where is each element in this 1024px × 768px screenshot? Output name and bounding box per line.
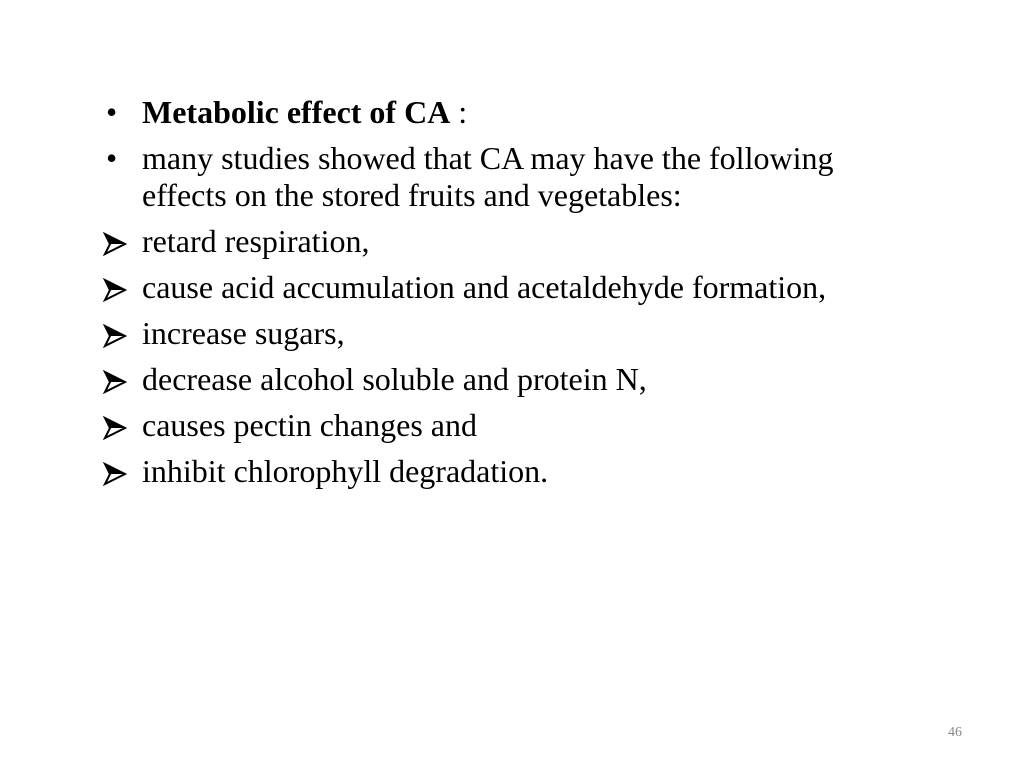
heading-suffix: : [450,94,468,130]
effect-item [102,269,902,306]
intro-text: many studies showed that CA may have the following effects on the stored fruits and vegetables: [142,140,834,213]
effect-text: inhibit chlorophyll degradation. [142,453,549,489]
arrowhead-bullet-icon [102,453,142,486]
effect-item [102,223,902,260]
effect-text: retard respiration, [142,223,370,259]
bullet-intro [102,140,902,214]
page-number: 46 [948,725,962,740]
effect-item [102,315,902,352]
bullet-list [102,94,902,499]
round-bullet-icon: • [106,94,118,130]
effect-text: increase sugars, [142,315,345,351]
arrowhead-bullet-icon [102,269,142,302]
effect-text: cause acid accumulation and acetaldehyde formation, [142,269,827,305]
heading-bold-text: Metabolic effect of CA [142,94,451,130]
arrowhead-bullet-icon [102,223,142,256]
round-bullet-icon: • [106,140,118,176]
effect-item [102,361,902,398]
arrowhead-bullet-icon [102,361,142,394]
effect-text: causes pectin changes and [142,407,477,443]
arrowhead-bullet-icon [102,407,142,440]
bullet-heading [102,94,902,131]
effect-item [102,407,902,444]
arrowhead-bullet-icon [102,315,142,348]
effect-item [102,453,902,490]
effect-text: decrease alcohol soluble and protein N, [142,361,647,397]
